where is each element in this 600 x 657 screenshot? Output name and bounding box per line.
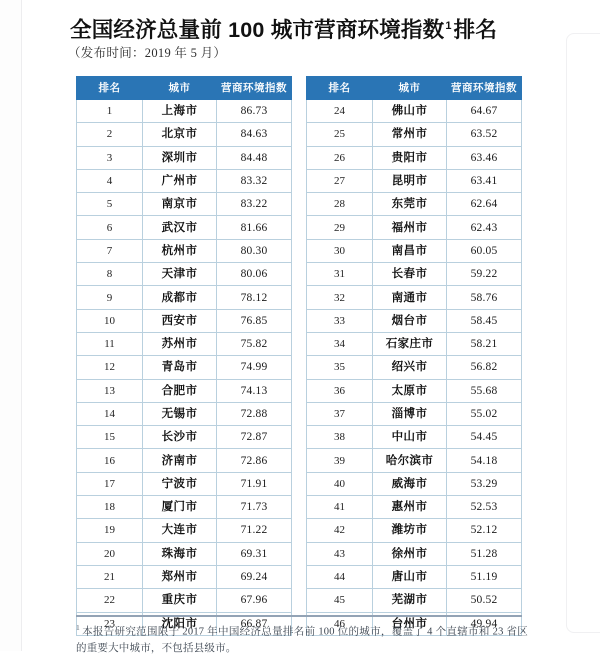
footnote <box>76 620 528 657</box>
page-right-margin <box>566 33 600 633</box>
table-row <box>77 100 292 123</box>
table-row <box>77 472 292 495</box>
cell-city: 威海市 <box>373 472 447 495</box>
table-row <box>307 309 522 332</box>
table-row <box>77 426 292 449</box>
cell-rank: 1 <box>77 100 143 123</box>
table-header-row <box>77 77 292 100</box>
table-row <box>307 169 522 192</box>
table-row <box>307 239 522 262</box>
cell-city: 南京市 <box>143 193 217 216</box>
cell-city: 深圳市 <box>143 146 217 169</box>
cell-index: 74.13 <box>217 379 292 402</box>
cell-city: 长春市 <box>373 263 447 286</box>
page-title-main: 全国经济总量前 100 城市营商环境指数 <box>70 18 445 43</box>
cell-index: 56.82 <box>447 356 522 379</box>
cell-city: 徐州市 <box>373 542 447 565</box>
cell-index: 51.19 <box>447 565 522 588</box>
ranking-table-right <box>306 76 522 636</box>
cell-rank: 23 <box>77 612 143 635</box>
cell-index: 58.76 <box>447 286 522 309</box>
cell-index: 53.29 <box>447 472 522 495</box>
cell-rank: 8 <box>77 263 143 286</box>
cell-city: 芜湖市 <box>373 589 447 612</box>
cell-rank: 46 <box>307 612 373 635</box>
cell-city: 成都市 <box>143 286 217 309</box>
table-row <box>77 565 292 588</box>
table-row <box>307 519 522 542</box>
cell-index: 67.96 <box>217 589 292 612</box>
cell-rank: 24 <box>307 100 373 123</box>
cell-rank: 45 <box>307 589 373 612</box>
table-row <box>307 379 522 402</box>
table-row <box>307 332 522 355</box>
cell-city: 昆明市 <box>373 169 447 192</box>
cell-rank: 2 <box>77 123 143 146</box>
cell-rank: 36 <box>307 379 373 402</box>
cell-index: 63.52 <box>447 123 522 146</box>
table-row <box>77 519 292 542</box>
table-row <box>77 193 292 216</box>
table-row <box>77 263 292 286</box>
table-row <box>77 239 292 262</box>
cell-index: 63.41 <box>447 169 522 192</box>
table-row <box>77 542 292 565</box>
cell-index: 69.24 <box>217 565 292 588</box>
cell-index: 80.06 <box>217 263 292 286</box>
table-row <box>307 472 522 495</box>
table-row <box>77 169 292 192</box>
cell-index: 72.88 <box>217 402 292 425</box>
cell-city: 中山市 <box>373 426 447 449</box>
cell-index: 64.67 <box>447 100 522 123</box>
cell-rank: 43 <box>307 542 373 565</box>
table-row <box>307 402 522 425</box>
ranking-table-left <box>76 76 292 636</box>
cell-index: 78.12 <box>217 286 292 309</box>
cell-city: 太原市 <box>373 379 447 402</box>
cell-index: 76.85 <box>217 309 292 332</box>
footnote-marker: 1 <box>76 623 80 632</box>
table-row <box>307 589 522 612</box>
cell-index: 71.73 <box>217 496 292 519</box>
cell-rank: 30 <box>307 239 373 262</box>
cell-city: 台州市 <box>373 612 447 635</box>
cell-city: 绍兴市 <box>373 356 447 379</box>
cell-index: 55.68 <box>447 379 522 402</box>
cell-index: 86.73 <box>217 100 292 123</box>
cell-rank: 13 <box>77 379 143 402</box>
cell-index: 49.94 <box>447 612 522 635</box>
table-row <box>77 402 292 425</box>
table-row <box>77 379 292 402</box>
cell-index: 54.18 <box>447 449 522 472</box>
ranking-tables <box>76 76 522 636</box>
cell-city: 上海市 <box>143 100 217 123</box>
cell-rank: 4 <box>77 169 143 192</box>
cell-city: 沈阳市 <box>143 612 217 635</box>
cell-city: 潍坊市 <box>373 519 447 542</box>
cell-rank: 9 <box>77 286 143 309</box>
table-row <box>77 286 292 309</box>
cell-rank: 3 <box>77 146 143 169</box>
cell-index: 52.12 <box>447 519 522 542</box>
cell-city: 济南市 <box>143 449 217 472</box>
cell-rank: 37 <box>307 402 373 425</box>
cell-rank: 5 <box>77 193 143 216</box>
cell-rank: 16 <box>77 449 143 472</box>
table-row <box>307 449 522 472</box>
table-row <box>307 426 522 449</box>
cell-city: 惠州市 <box>373 496 447 519</box>
cell-rank: 20 <box>77 542 143 565</box>
column-header-city: 城市 <box>143 77 217 100</box>
cell-index: 72.87 <box>217 426 292 449</box>
table-row <box>307 123 522 146</box>
cell-index: 58.21 <box>447 332 522 355</box>
cell-rank: 17 <box>77 472 143 495</box>
cell-rank: 29 <box>307 216 373 239</box>
cell-city: 烟台市 <box>373 309 447 332</box>
cell-index: 62.64 <box>447 193 522 216</box>
page-subtitle: （发布时间：2019 年 5 月） <box>68 46 227 60</box>
cell-city: 苏州市 <box>143 332 217 355</box>
cell-rank: 14 <box>77 402 143 425</box>
table-row <box>77 332 292 355</box>
cell-index: 66.87 <box>217 612 292 635</box>
table-row <box>77 123 292 146</box>
cell-index: 55.02 <box>447 402 522 425</box>
cell-city: 青岛市 <box>143 356 217 379</box>
cell-index: 74.99 <box>217 356 292 379</box>
cell-city: 石家庄市 <box>373 332 447 355</box>
cell-rank: 40 <box>307 472 373 495</box>
column-header-index: 营商环境指数 <box>217 77 292 100</box>
cell-index: 84.48 <box>217 146 292 169</box>
table-row <box>307 193 522 216</box>
cell-rank: 27 <box>307 169 373 192</box>
title-footnote-superscript: 1 <box>445 20 452 32</box>
cell-city: 宁波市 <box>143 472 217 495</box>
table-row <box>307 286 522 309</box>
cell-city: 贵阳市 <box>373 146 447 169</box>
table-row <box>307 542 522 565</box>
cell-index: 81.66 <box>217 216 292 239</box>
cell-index: 54.45 <box>447 426 522 449</box>
table-header-row <box>307 77 522 100</box>
cell-rank: 26 <box>307 146 373 169</box>
cell-rank: 44 <box>307 565 373 588</box>
cell-index: 52.53 <box>447 496 522 519</box>
cell-rank: 6 <box>77 216 143 239</box>
cell-index: 83.32 <box>217 169 292 192</box>
cell-city: 东莞市 <box>373 193 447 216</box>
table-row <box>307 216 522 239</box>
cell-city: 南通市 <box>373 286 447 309</box>
column-header-rank: 排名 <box>77 77 143 100</box>
cell-rank: 12 <box>77 356 143 379</box>
cell-city: 武汉市 <box>143 216 217 239</box>
column-header-rank: 排名 <box>307 77 373 100</box>
cell-index: 83.22 <box>217 193 292 216</box>
cell-city: 唐山市 <box>373 565 447 588</box>
cell-city: 哈尔滨市 <box>373 449 447 472</box>
table-row <box>77 216 292 239</box>
footnote-divider <box>76 615 522 617</box>
cell-index: 63.46 <box>447 146 522 169</box>
cell-index: 62.43 <box>447 216 522 239</box>
cell-rank: 38 <box>307 426 373 449</box>
table-row <box>307 496 522 519</box>
cell-city: 天津市 <box>143 263 217 286</box>
cell-index: 59.22 <box>447 263 522 286</box>
table-row <box>77 589 292 612</box>
cell-rank: 21 <box>77 565 143 588</box>
cell-index: 71.22 <box>217 519 292 542</box>
cell-city: 郑州市 <box>143 565 217 588</box>
cell-index: 51.28 <box>447 542 522 565</box>
table-row <box>77 146 292 169</box>
cell-index: 84.63 <box>217 123 292 146</box>
ranking-table-left-body <box>77 100 292 636</box>
cell-city: 淄博市 <box>373 402 447 425</box>
cell-city: 重庆市 <box>143 589 217 612</box>
cell-index: 50.52 <box>447 589 522 612</box>
cell-index: 69.31 <box>217 542 292 565</box>
cell-index: 60.05 <box>447 239 522 262</box>
cell-rank: 41 <box>307 496 373 519</box>
table-row <box>77 496 292 519</box>
cell-city: 大连市 <box>143 519 217 542</box>
cell-rank: 31 <box>307 263 373 286</box>
cell-index: 80.30 <box>217 239 292 262</box>
column-header-index: 营商环境指数 <box>447 77 522 100</box>
cell-rank: 34 <box>307 332 373 355</box>
cell-city: 厦门市 <box>143 496 217 519</box>
cell-city: 广州市 <box>143 169 217 192</box>
document-sheet <box>22 0 566 654</box>
table-row <box>307 100 522 123</box>
table-row <box>77 449 292 472</box>
cell-rank: 18 <box>77 496 143 519</box>
footnote-text: 本报告研究范围限于 2017 年中国经济总量排名前 100 位的城市，覆盖了 4 个直辖市和 23 省区的重要大中城市，不包括县级市。 <box>76 626 528 654</box>
cell-city: 北京市 <box>143 123 217 146</box>
cell-index: 72.86 <box>217 449 292 472</box>
table-row <box>307 263 522 286</box>
cell-city: 长沙市 <box>143 426 217 449</box>
column-header-city: 城市 <box>373 77 447 100</box>
table-row <box>77 356 292 379</box>
cell-rank: 15 <box>77 426 143 449</box>
cell-city: 西安市 <box>143 309 217 332</box>
cell-rank: 35 <box>307 356 373 379</box>
page-left-margin <box>0 0 22 651</box>
page-title-suffix: 排名 <box>453 18 498 43</box>
cell-city: 杭州市 <box>143 239 217 262</box>
page-title <box>70 13 550 43</box>
cell-index: 75.82 <box>217 332 292 355</box>
cell-rank: 42 <box>307 519 373 542</box>
table-row <box>77 309 292 332</box>
cell-city: 福州市 <box>373 216 447 239</box>
cell-rank: 19 <box>77 519 143 542</box>
cell-city: 无锡市 <box>143 402 217 425</box>
table-row <box>307 565 522 588</box>
cell-rank: 32 <box>307 286 373 309</box>
cell-rank: 25 <box>307 123 373 146</box>
table-row <box>307 146 522 169</box>
cell-rank: 22 <box>77 589 143 612</box>
cell-city: 常州市 <box>373 123 447 146</box>
cell-rank: 33 <box>307 309 373 332</box>
cell-city: 佛山市 <box>373 100 447 123</box>
cell-city: 南昌市 <box>373 239 447 262</box>
cell-city: 合肥市 <box>143 379 217 402</box>
table-row <box>307 356 522 379</box>
ranking-table-right-body <box>307 100 522 636</box>
cell-rank: 10 <box>77 309 143 332</box>
cell-rank: 11 <box>77 332 143 355</box>
cell-rank: 28 <box>307 193 373 216</box>
cell-rank: 7 <box>77 239 143 262</box>
cell-rank: 39 <box>307 449 373 472</box>
cell-city: 珠海市 <box>143 542 217 565</box>
cell-index: 58.45 <box>447 309 522 332</box>
cell-index: 71.91 <box>217 472 292 495</box>
